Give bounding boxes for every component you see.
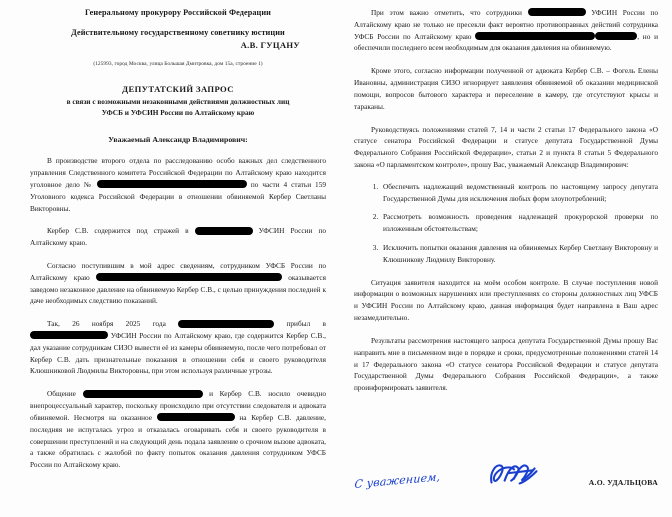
- salutation: Уважаемый Александр Владимирович:: [108, 135, 248, 145]
- paragraph-ufsin-complicity-part-2: УФСИН России по Алтайскому краю не только не пресекли факт вероятно противоправных действий сотрудника УФСБ России по Алтайскому краю: [354, 8, 658, 41]
- paragraph-pressure-report: [30, 260, 326, 307]
- addressee-line-2: Действительному государственному советнику юстиции: [71, 28, 285, 38]
- signature-block: [354, 460, 658, 491]
- redaction-bar: [595, 32, 637, 40]
- document-subtitle-line-2: УФСБ и УФСИН России по Алтайскому краю: [101, 107, 255, 117]
- paragraph-detention: [30, 225, 326, 249]
- signatory-name: А.О. УДАЛЬЦОВА: [588, 478, 658, 487]
- redaction-bar: [157, 413, 235, 421]
- paragraph-conclusion-part-1: Общение: [47, 389, 76, 399]
- paragraph-conclusion: [30, 388, 326, 471]
- redaction-bar: [528, 8, 586, 16]
- paragraph-detention-part-2: УФСИН России по Алтайскому краю.: [30, 226, 327, 248]
- title-block: [30, 84, 326, 118]
- redaction-bar: [83, 390, 203, 398]
- paragraph-detention-part-1: Кербер С.В. содержится под стражей в: [47, 226, 189, 236]
- paragraph-pressure-report-part-2: оказывается заведомо незаконное давление на обвиняемую Кербер С.В., с целью принуждения последней к даче необходимых следствию показаний.: [30, 272, 327, 306]
- paragraph-incident-part-1: Так, 26 ноября 2025 года: [47, 319, 166, 329]
- redaction-bar: [178, 320, 274, 328]
- redaction-bar: [96, 273, 282, 281]
- paragraph-ufsin-complicity-part-1: При этом важно отметить, что сотрудники: [371, 8, 522, 17]
- document-subtitle-line-1: в связи с возможными незаконными действиями должностных лиц: [66, 97, 290, 107]
- handwritten-regards: С уважением,: [354, 470, 441, 491]
- paragraph-case-details-part-1: В производстве второго отдела по расследованию особо важных дел следственного управления Следственного комитета Российской Федерации по Алтайскому краю находится уголовное дело №: [30, 156, 326, 189]
- paragraph-lawyer-statement: Кроме этого, согласно информации полученной от адвоката Кербер С.В. – Фогель Елены Ивановны, администрация СИЗО игнорирует заявления обвиняемой об оказании медицинской помощи, вопросов бытового характера и переселение в камеру, где отсутствуют крысы и тараканы.: [354, 66, 658, 111]
- redaction-bar: [30, 331, 108, 339]
- paragraph-legal-basis: Руководствуясь положениями статей 7, 14 и части 2 статьи 17 Федерального закона «О статусе сенатора Российской Федерации и статусе депутата Государственной Думы Федерального Собрания Российской Федерации», статьи 2 и пункта 8 статьи 5 Федерального закона «О парламентском контроле», прошу Вас, уважаемый Александр Владимирович:: [354, 124, 658, 169]
- redaction-bar: [475, 32, 595, 40]
- redaction-bar: [195, 227, 253, 235]
- document-right-column: [342, 0, 672, 517]
- paragraph-conclusion-part-2: и Кербер С.В. носило очевидно внепроцессуальный характер, поскольку происходило при отсутствии следователя и адвоката обвиняемой. Несмотря на оказанное: [30, 389, 327, 422]
- demand-item: 3. Исключить попытки оказания давления на обвиняемых Кербер Светлану Викторовну и Клюшникову Людмилу Викторовну.: [380, 242, 658, 266]
- paragraph-ufsin-complicity-part-3: , но и обеспечили последнего всем необходимым для оказания давления на обвиняемую.: [354, 31, 659, 53]
- page-title: ДЕПУТАТСКИЙ ЗАПРОС: [122, 84, 234, 95]
- redaction-bar: [97, 180, 247, 188]
- paragraph-pressure-report-part-1: Согласно поступившим в мой адрес сведениям, сотрудником УФСБ России по Алтайскому краю: [30, 260, 326, 282]
- addressee-block: [30, 7, 326, 38]
- paragraph-conclusion-part-3: на Кербер С.В. давление, последняя не испугалась угроз и отказалась оговаривать себя и своего руководителя в совершении преступлений и на следующий день подала заявление о срочном вызове адвоката, а также обратилась с жалобой по факту попыток оказания давления сотрудником УФСБ России по Алтайскому краю.: [30, 412, 326, 470]
- paragraph-ufsin-complicity: [354, 7, 658, 54]
- paragraph-response-request: Результаты рассмотрения настоящего запроса депутата Государственной Думы прошу Вас направить мне в письменном виде в порядке и сроки, предусмотренные положениями статей 14 и 17 Федерального закона «О статусе сенатора Российской Федерации и статусе депутата Государственной Думы Федерального Собрания Российской Федерации», а также проинформировать заявителя.: [354, 335, 658, 393]
- demand-item: 1. Обеспечить надлежащий ведомственный контроль по настоящему запросу депутата Государственной Думы для исключения любых форм злоупотреблений;: [380, 181, 658, 205]
- paragraph-incident-part-2: прибыл в: [286, 319, 326, 329]
- paragraph-personal-control: Ситуация заявителя находится на моём особом контроле. В случае поступления новой информации о возможных нарушениях или преступлениях со стороны должностных лиц УФСБ и УФСИН России по Алтайскому краю, данная информация будет направлена в Ваш адрес незамедлительно.: [354, 277, 658, 323]
- paragraph-incident: [30, 318, 326, 377]
- addressee-name: А.В. ГУЦАНУ: [240, 40, 300, 51]
- paragraph-case-details: [30, 155, 326, 214]
- demands-list: [354, 181, 658, 266]
- addressee-address: (125993, город Москва, улица Большая Дмитровка, дом 15а, строение 1): [93, 61, 263, 68]
- addressee-line-1: Генеральному прокурору Российской Федерации: [84, 8, 271, 17]
- paragraph-case-details-part-2: по части 4 статьи 159 Уголовного кодекса Российской Федерации в отношении обвиняемой Кербер Светланы Викторовны.: [30, 179, 327, 213]
- signature-icon: [485, 460, 543, 490]
- paragraph-incident-part-3: УФСИН России по Алтайскому краю, где содержится Кербер С.В., дал указание сотрудникам СИЗО вывести её из камеры обвиняемую, после чего потребовал от Кербер С.В. дать признательные показания в отношении себя и своего руководителя Клюшниковой Людмилы Викторовны, при этом используя различные угрозы.: [30, 331, 326, 376]
- demand-item: 2. Рассмотреть возможность проведения надлежащей прокурорской проверки по изложенным обстоятельствам;: [380, 211, 658, 235]
